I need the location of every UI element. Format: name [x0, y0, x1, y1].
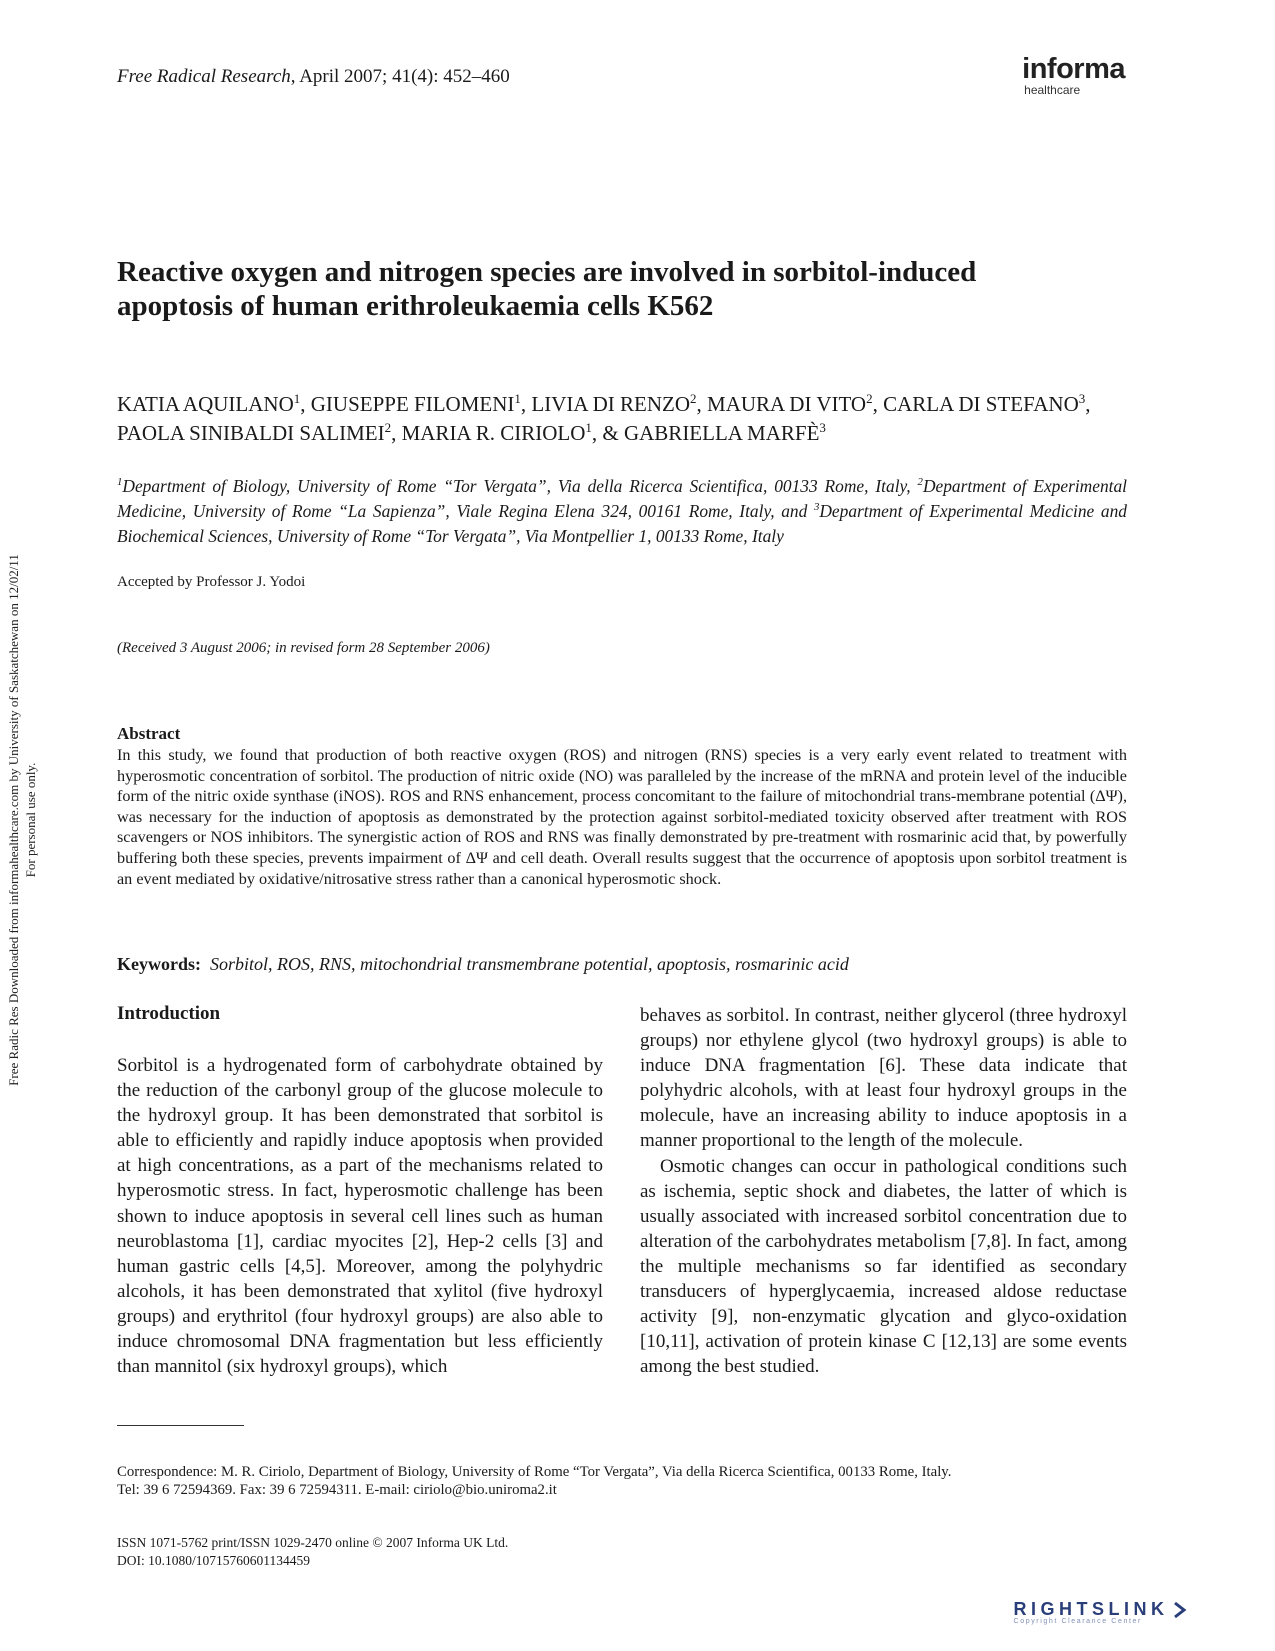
author: KATIA AQUILANO$^1$,	[117, 391, 311, 416]
right-column	[640, 1003, 1127, 1379]
author: MARIA R. CIRIOLO$^1$, &	[401, 420, 624, 445]
paragraph: behaves as sorbitol. In contrast, neither glycerol (three hydroxyl groups) nor ethylene glycol (two hydroxyl groups) is able to induce DNA fragmentation [6]. These data indicate that polyhydric alcohols, with at least four hydroxyl groups in the molecule, have an increasing ability to induce apoptosis in a manner proportional to the length of the molecule.	[640, 1005, 1127, 1152]
download-notice-line2: For personal use only.	[23, 762, 38, 878]
affiliation: Department of Biology, University of Rome “Tor Vergata”, Via della Ricerca Scientifica, 00133 Rome, Italy,	[122, 476, 918, 496]
author: MAURA DI VITO$^2$,	[707, 391, 884, 416]
informa-logo	[1022, 55, 1125, 97]
journal-issue: , April 2007; 41(4): 452–460	[290, 66, 510, 87]
correspondence-address: Correspondence: M. R. Ciriolo, Department of Biology, University of Rome “Tor Vergata”, Via della Ricerca Scientifica, 00133 Rome, Italy.	[117, 1464, 952, 1480]
author: GIUSEPPE FILOMENI$^1$,	[310, 391, 532, 416]
author-list	[117, 390, 1127, 448]
introduction-heading: Introduction	[117, 1003, 221, 1024]
footnote-rule	[117, 1425, 244, 1426]
affiliation: Department of Experimental Medicine, University of Rome “La Sapienza”, Viale Regina Elena 324, 00161 Rome, Italy, and	[117, 476, 1128, 521]
affiliation: Department of Experimental Medicine and Biochemical Sciences, University of Rome “Tor Vergata”, Via Montpellier 1, 00133 Rome, Italy	[117, 501, 1127, 546]
rightslink-subtitle: Copyright Clearance Center	[1013, 1618, 1142, 1625]
download-notice	[5, 470, 39, 1170]
article-title	[117, 255, 1147, 323]
journal-name: Free Radical Research	[117, 66, 291, 87]
affiliations: $^1$Department of Biology, University of Rome “Tor Vergata”, Via della Ricerca Scientifica, 00133 Rome, Italy, $^2$Department of Experimental Medicine, University of Rome “La Sapienza”, Viale Regina Elena 324, 00161 Rome, Italy, and $^3$Department of Experimental Medicine and Biochemical Sciences, University of Rome “Tor Vergata”, Via Montpellier 1, 00133 Rome, Italy	[117, 476, 1128, 546]
author: GABRIELLA MARFÈ$^3$	[623, 420, 826, 445]
author: CARLA DI STEFANO$^3$,	[883, 391, 1091, 416]
left-column	[117, 1053, 603, 1379]
publication-info	[117, 1534, 508, 1570]
rightslink-arrow-icon	[1173, 1601, 1187, 1619]
logo-sub-text: healthcare	[1024, 83, 1081, 97]
correspondence-contact: Tel: 39 6 72594369. Fax: 39 6 72594311. E-mail: ciriolo@bio.uniroma2.it	[117, 1482, 557, 1498]
abstract-heading: Abstract	[117, 724, 181, 743]
logo-main-text: informa	[1022, 53, 1125, 85]
rightslink-logo[interactable]	[1014, 1599, 1187, 1625]
author: LIVIA DI RENZO$^2$,	[531, 391, 708, 416]
title-line-1: Reactive oxygen and nitrogen species are involved in sorbitol-induced	[117, 256, 977, 288]
keywords-value: Sorbitol, ROS, RNS, mitochondrial transmembrane potential, apoptosis, rosmarinic acid	[210, 954, 849, 974]
title-line-2: apoptosis of human erithroleukaemia cells K562	[117, 290, 714, 322]
download-notice-line1: Free Radic Res Downloaded from informahealthcare.com by University of Saskatchewan on 12/02/11	[6, 554, 21, 1086]
doi: DOI: 10.1080/10715760601134459	[117, 1553, 310, 1568]
paragraph: Osmotic changes can occur in pathological conditions such as ischemia, septic shock and diabetes, the latter of which is usually associated with increased sorbitol concentration due to alteration of the carbohydrates metabolism [7,8]. In fact, among the multiple mechanisms so far identified as secondary transducers of hyperglycaemia, increased aldose reductase activity [9], non-enzymatic glycation and glyco-oxidation [10,11], activation of protein kinase C [12,13] are some events among the best studied.	[640, 1155, 1127, 1378]
accepted-by: Accepted by Professor J. Yodoi	[117, 574, 306, 590]
received-dates: (Received 3 August 2006; in revised form 28 September 2006)	[117, 640, 490, 656]
journal-citation	[117, 66, 510, 88]
rightslink-word: RIGHTSLINK	[1013, 1599, 1169, 1619]
abstract-body: In this study, we found that production of both reactive oxygen (ROS) and nitrogen (RNS) species is a very early event related to treatment with hyperosmotic concentration of sorbitol. The production of nitric oxide (NO) was paralleled by the increase of the mRNA and protein level of the inducible form of the nitric oxide synthase (iNOS). ROS and RNS enhancement, process concomitant to the failure of mitochondrial trans-membrane potential (ΔΨ), was necessary for the induction of apoptosis as demonstrated by the protection against sorbitol-mediated toxicity observed after treatment with ROS scavengers or NOS inhibitors. The synergistic action of ROS and RNS was finally demonstrated by pre-treatment with rosmarinic acid that, by powerfully buffering both these species, prevents impairment of ΔΨ and cell death. Overall results suggest that the occurrence of apoptosis upon sorbitol treatment is an event mediated by oxidative/nitrosative stress rather than a canonical hyperosmotic shock.	[117, 746, 1127, 888]
issn: ISSN 1071-5762 print/ISSN 1029-2470 online © 2007 Informa UK Ltd.	[117, 1535, 509, 1550]
paragraph: Sorbitol is a hydrogenated form of carbohydrate obtained by the reduction of the carbonyl group of the glucose molecule to the hydroxyl group. It has been demonstrated that sorbitol is able to efficiently and rapidly induce apoptosis when provided at high concentrations, as a part of the mechanisms related to hyperosmotic stress. In fact, hyperosmotic challenge has been shown to induce apoptosis in several cell lines such as human neuroblastoma [1], cardiac myocites [2], Hep-2 cells [3] and human gastric cells [4,5]. Moreover, among the polyhydric alcohols, it has been demonstrated that xylitol (five hydroxyl groups) and erythritol (four hydroxyl groups) are also able to induce chromosomal DNA fragmentation but less efficiently than mannitol (six hydroxyl groups), which	[117, 1055, 603, 1378]
author: PAOLA SINIBALDI SALIMEI$^2$,	[117, 420, 402, 445]
keywords	[117, 954, 849, 975]
correspondence	[117, 1463, 1127, 1499]
keywords-label: Keywords:	[117, 954, 201, 974]
